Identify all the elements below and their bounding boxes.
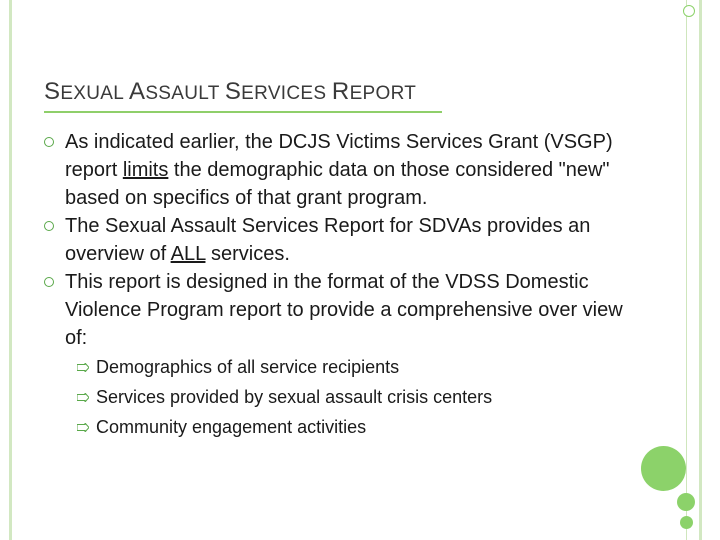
title-underline	[44, 111, 442, 113]
sub-bullet-text: Services provided by sexual assault crisis centers	[96, 387, 493, 407]
arrow-bullet-icon	[77, 393, 89, 402]
bullet-text-post: the demographic data on those considered "new" based on specifics of that grant program.	[65, 159, 610, 209]
bullet-text-underlined: limits	[122, 159, 169, 181]
decor-circle-large-icon	[641, 446, 686, 491]
decor-ring-icon	[683, 5, 695, 17]
hollow-circle-icon	[44, 137, 54, 147]
title-cap-2: A	[129, 78, 146, 105]
arrow-bullet-icon	[77, 363, 89, 372]
slide-title	[44, 78, 416, 106]
bullet-text-pre: As indicated earlier, the DCJS Victims Services Grant (VSGP) report	[65, 131, 613, 181]
bullet-text-pre: This report is designed in the format of the VDSS Domestic Violence Program report to provide a comprehensive over view of:	[65, 271, 623, 349]
hollow-circle-icon	[44, 221, 54, 231]
sub-bullet-item	[65, 382, 644, 412]
bullet-list	[44, 128, 644, 442]
sub-bullet-list	[65, 352, 644, 442]
title-sc-3: ERVICES	[241, 83, 332, 104]
sub-bullet-item	[65, 412, 644, 442]
decor-circle-tiny-icon	[680, 516, 693, 529]
sub-bullet-text: Demographics of all service recipients	[96, 357, 400, 377]
bullet-item	[44, 268, 644, 442]
bullet-text-underlined: ALL	[170, 243, 206, 265]
arrow-bullet-icon	[77, 423, 89, 432]
bullet-text-pre: The Sexual Assault Services Report for SDVAs provides an overview of	[65, 215, 591, 265]
title-cap-3: S	[224, 78, 242, 105]
bullet-item	[44, 212, 644, 268]
title-sc-4: EPORT	[349, 83, 417, 104]
hollow-circle-icon	[44, 277, 54, 287]
sub-bullet-item	[65, 352, 644, 382]
bullet-text-post: services.	[205, 243, 290, 265]
title-sc-1: EXUAL	[60, 83, 129, 104]
title-cap-4: R	[331, 78, 350, 105]
bullet-item	[44, 128, 644, 212]
frame-rule-right	[686, 0, 687, 540]
decor-circle-small-icon	[677, 493, 695, 511]
title-sc-2: SSAULT	[145, 83, 225, 104]
title-cap-1: S	[44, 78, 61, 105]
sub-bullet-text: Community engagement activities	[96, 417, 367, 437]
